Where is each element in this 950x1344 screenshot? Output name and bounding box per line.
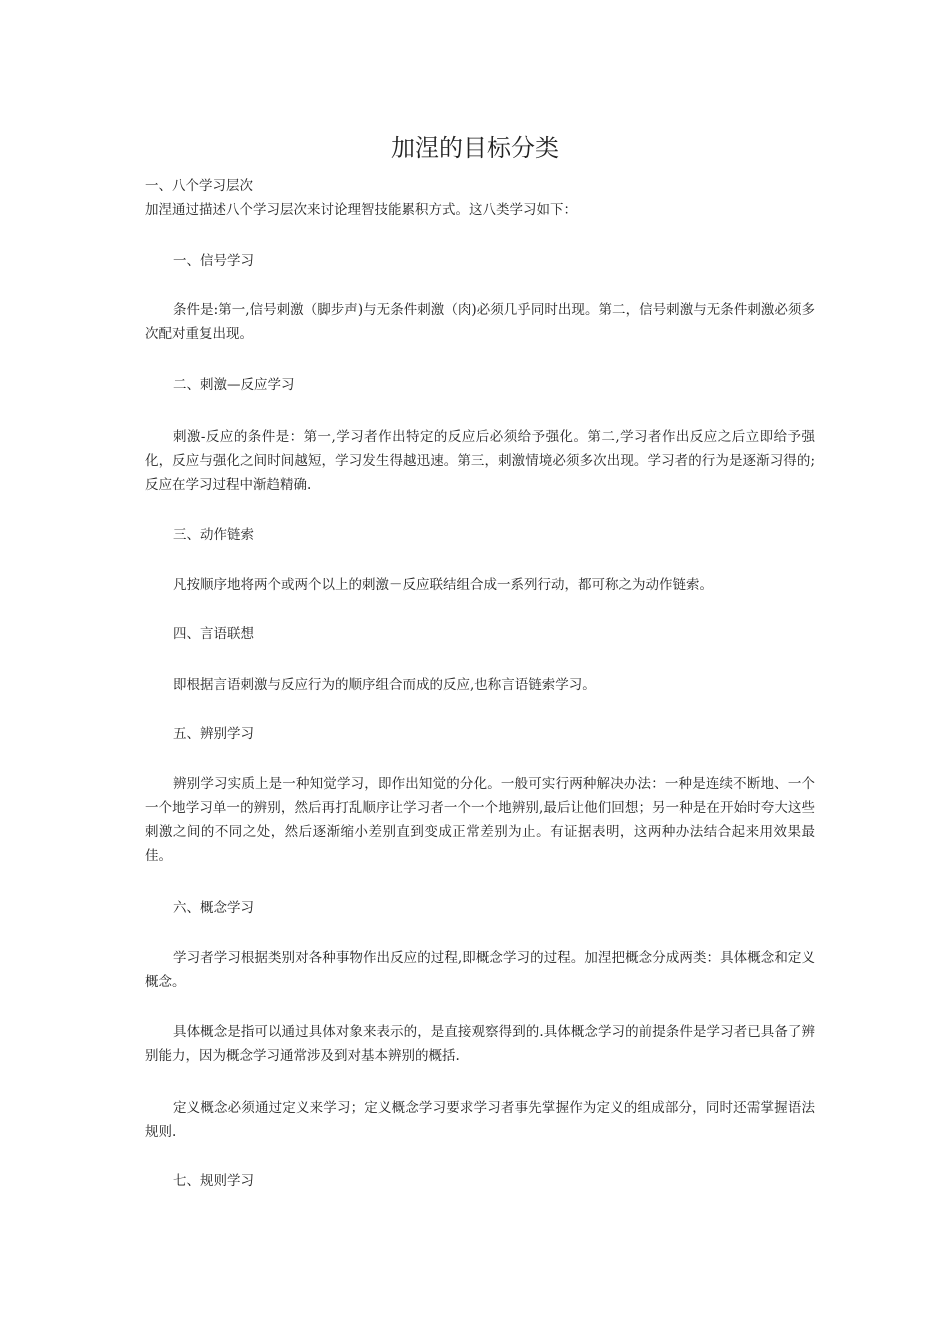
section-paragraph: 具体概念是指可以通过具体对象来表示的，是直接观察得到的.具体概念学习的前提条件是学习者已具备了辨别能力，因为概念学习通常涉及到对基本辨别的概括. xyxy=(145,1024,815,1064)
section-heading-stimulus-response: 二、刺激—反应学习 xyxy=(173,377,295,393)
section-heading-signal-learning: 一、信号学习 xyxy=(173,253,254,269)
document-title: 加涅的目标分类 xyxy=(391,134,559,162)
section-paragraph: 凡按顺序地将两个或两个以上的刺激－反应联结组合成一系列行动，都可称之为动作链索。 xyxy=(173,577,713,593)
section-heading-verbal-association: 四、言语联想 xyxy=(173,626,254,642)
section-paragraph: 条件是:第一,信号刺激（脚步声)与无条件刺激（肉)必须几乎同时出现。第二，信号刺激与无条件刺激必须多次配对重复出现。 xyxy=(145,302,815,342)
section-heading-concept-learning: 六、概念学习 xyxy=(173,900,254,916)
intro-text: 加涅通过描述八个学习层次来讨论理智技能累积方式。这八类学习如下： xyxy=(145,202,577,218)
section-paragraph: 学习者学习根据类别对各种事物作出反应的过程,即概念学习的过程。加涅把概念分成两类：具体概念和定义概念。 xyxy=(145,950,815,990)
intro-heading: 一、八个学习层次 xyxy=(145,178,253,194)
section-heading-rule-learning: 七、规则学习 xyxy=(173,1173,254,1189)
section-paragraph: 辨别学习实质上是一种知觉学习，即作出知觉的分化。一般可实行两种解决办法：一种是连续不断地、一个一个地学习单一的辨别，然后再打乱顺序让学习者一个一个地辨别,最后让他们回想；另一种是在开始时夸大这些刺激之间的不同之处，然后逐渐缩小差别直到变成正常差别为止。有证据表明，这两种办法结合起来用效果最佳。 xyxy=(145,776,815,864)
section-paragraph: 刺激-反应的条件是：第一,学习者作出特定的反应后必须给予强化。第二,学习者作出反应之后立即给予强化，反应与强化之间时间越短，学习发生得越迅速。第三，刺激情境必须多次出现。学习者的行为是逐渐习得的;反应在学习过程中渐趋精确. xyxy=(145,429,815,493)
section-heading-motor-chain: 三、动作链索 xyxy=(173,527,254,543)
section-paragraph: 即根据言语刺激与反应行为的顺序组合而成的反应,也称言语链索学习。 xyxy=(173,677,596,693)
section-paragraph: 定义概念必须通过定义来学习；定义概念学习要求学习者事先掌握作为定义的组成部分，同时还需掌握语法规则. xyxy=(145,1100,815,1140)
section-heading-discrimination: 五、辨别学习 xyxy=(173,726,254,742)
